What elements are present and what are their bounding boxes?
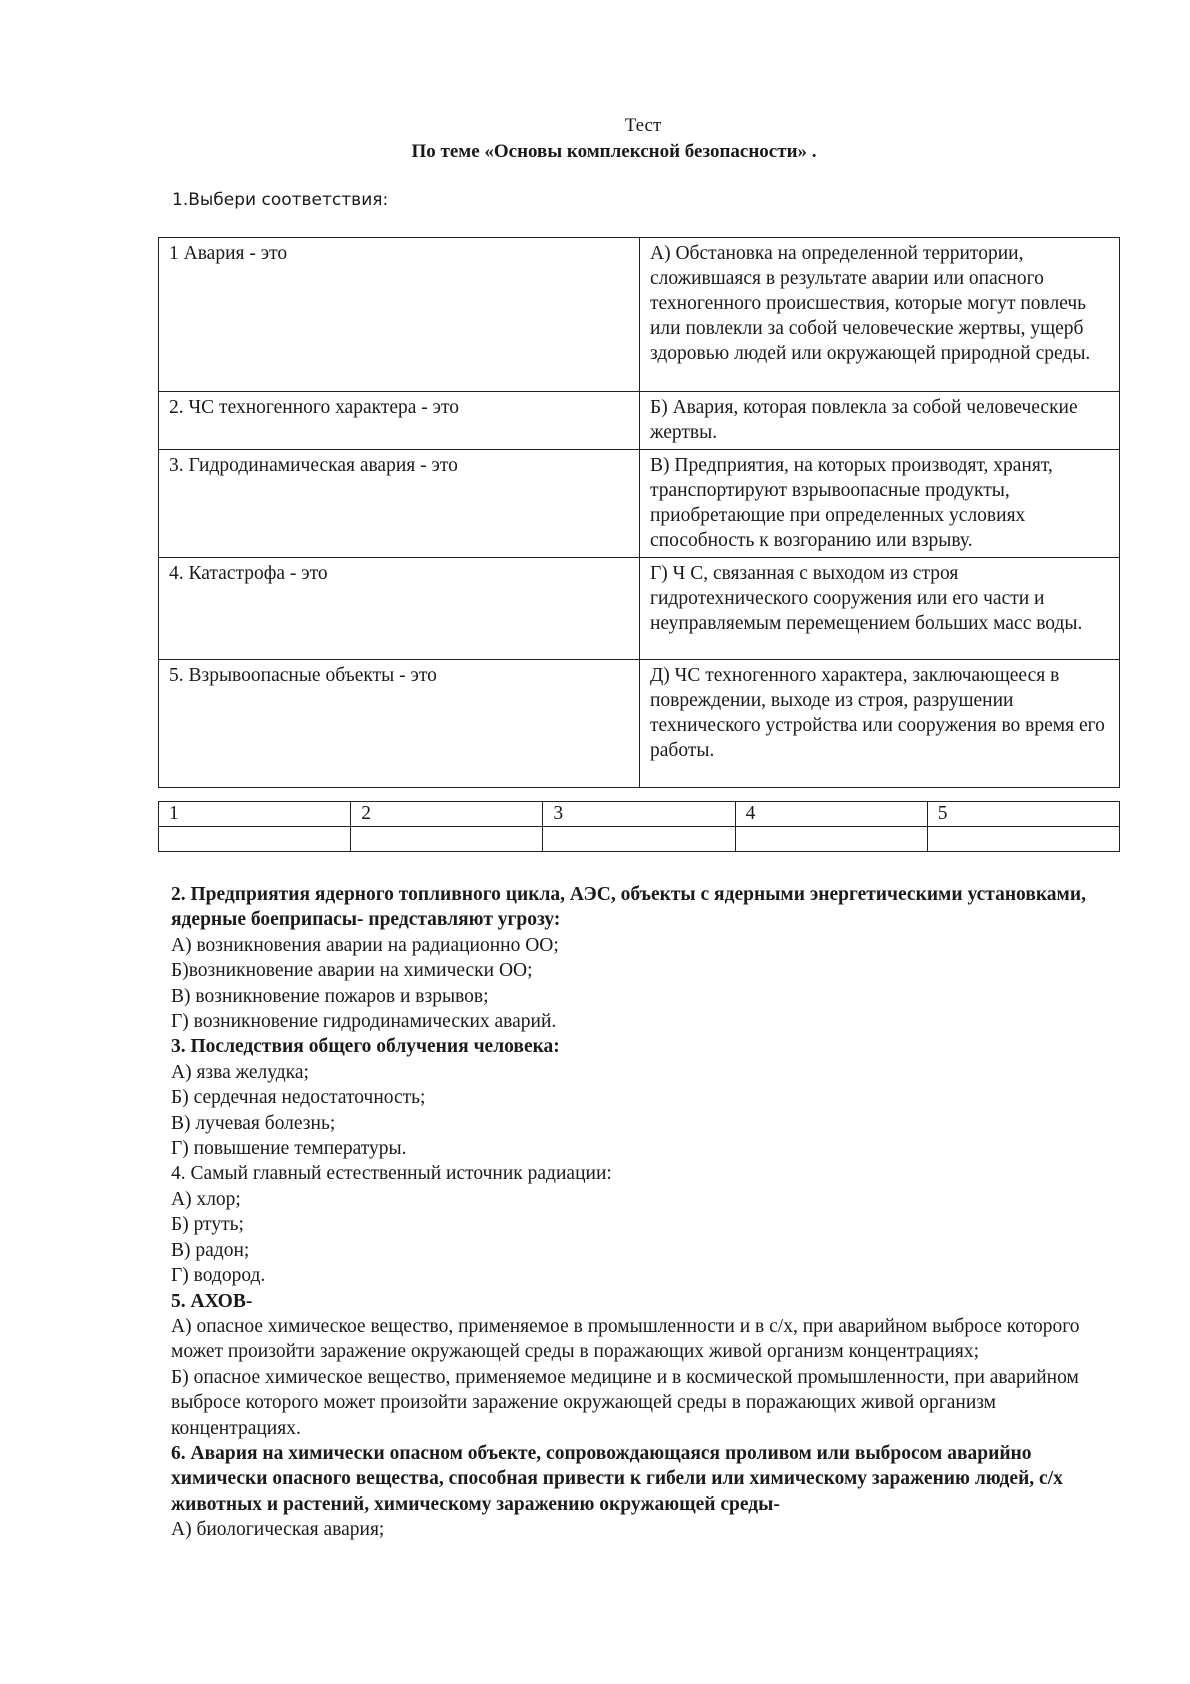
term-cell: 5. Взрывоопасные объекты - это bbox=[159, 660, 640, 788]
term-cell: 1 Авария - это bbox=[159, 238, 640, 392]
option: В) лучевая болезнь; bbox=[171, 1112, 336, 1134]
option: В) возникновение пожаров и взрывов; bbox=[171, 985, 489, 1007]
option: А) хлор; bbox=[171, 1188, 241, 1210]
question-5: 5. АХОВ- bbox=[171, 1290, 253, 1312]
table-row bbox=[159, 660, 1120, 788]
answer-cell-1[interactable] bbox=[159, 827, 351, 852]
answer-cell-5[interactable] bbox=[927, 827, 1119, 852]
question-4: 4. Самый главный естественный источник радиации: bbox=[171, 1163, 612, 1185]
option: Г) водород. bbox=[171, 1265, 266, 1287]
answer-input-row bbox=[159, 827, 1120, 852]
definition-cell: А) Обстановка на определенной территории, сложившаяся в результате аварии или опасного техногенного происшествия, которые могут повлечь или повлекли за собой человеческие жертвы, ущерб здоровью людей или окружающей природной среды. bbox=[640, 238, 1120, 392]
answer-header-2: 2 bbox=[351, 802, 543, 827]
table-row bbox=[159, 238, 1120, 392]
option: Б)возникновение аварии на химически ОО; bbox=[171, 960, 533, 982]
table-row bbox=[159, 392, 1120, 450]
task1-prompt: 1.Выбери соответствия: bbox=[172, 190, 389, 210]
term-cell: 2. ЧС техногенного характера - это bbox=[159, 392, 640, 450]
questions-section bbox=[171, 882, 1121, 1543]
doc-title: Тест bbox=[624, 115, 662, 136]
answer-header-5: 5 bbox=[927, 802, 1119, 827]
document-header bbox=[0, 113, 1190, 165]
option: Б) ртуть; bbox=[171, 1214, 244, 1236]
option: Г) возникновение гидродинамических аварий. bbox=[171, 1011, 557, 1033]
option: А) биологическая авария; bbox=[171, 1519, 385, 1541]
term-cell: 4. Катастрофа - это bbox=[159, 558, 640, 660]
option: Б) сердечная недостаточность; bbox=[171, 1087, 426, 1109]
answer-table bbox=[158, 801, 1120, 852]
option: Г) повышение температуры. bbox=[171, 1138, 407, 1160]
answer-header-3: 3 bbox=[543, 802, 735, 827]
answer-header-row bbox=[159, 802, 1120, 827]
answer-cell-4[interactable] bbox=[735, 827, 927, 852]
answer-header-4: 4 bbox=[735, 802, 927, 827]
definition-cell: Д) ЧС техногенного характера, заключающееся в повреждении, выходе из строя, разрушении технического устройства или сооружения во время его работы. bbox=[640, 660, 1120, 788]
matching-table bbox=[158, 237, 1120, 788]
answer-cell-2[interactable] bbox=[351, 827, 543, 852]
question-2: 2. Предприятия ядерного топливного цикла, АЭС, объекты с ядерными энергетическими установками, ядерные боеприпасы- представляют угрозу: bbox=[171, 884, 1086, 931]
option: В) радон; bbox=[171, 1239, 250, 1261]
question-6: 6. Авария на химически опасном объекте, сопровождающаяся проливом или выбросом аварийно химически опасного вещества, способная привести к гибели или химическому заражению людей, с/х животных и растений, химическому заражению окружающей среды- bbox=[171, 1442, 1063, 1515]
term-cell: 3. Гидродинамическая авария - это bbox=[159, 450, 640, 558]
definition-cell: В) Предприятия, на которых производят, хранят, транспортируют взрывоопасные продукты, приобретающие при определенных условиях способность к возгоранию или взрыву. bbox=[640, 450, 1120, 558]
option: А) возникновения аварии на радиационно ОО; bbox=[171, 934, 559, 956]
doc-subtitle: По теме «Основы комплексной безопасности» . bbox=[411, 141, 817, 162]
answer-header-1: 1 bbox=[159, 802, 351, 827]
definition-cell: Б) Авария, которая повлекла за собой человеческие жертвы. bbox=[640, 392, 1120, 450]
table-row bbox=[159, 558, 1120, 660]
option: Б) опасное химическое вещество, применяемое медицине и в космической промышленности, при аварийном выбросе которого может произойти заражение окружающей среды в поражающих живой организм концентрациях. bbox=[171, 1366, 1079, 1439]
table-row bbox=[159, 450, 1120, 558]
question-3: 3. Последствия общего облучения человека: bbox=[171, 1036, 560, 1058]
option: А) язва желудка; bbox=[171, 1061, 309, 1083]
definition-cell: Г) Ч С, связанная с выходом из строя гидротехнического сооружения или его части и неуправляемым перемещением больших масс воды. bbox=[640, 558, 1120, 660]
answer-cell-3[interactable] bbox=[543, 827, 735, 852]
option: А) опасное химическое вещество, применяемое в промышленности и в с/х, при аварийном выбросе которого может произойти заражение окружающей среды в поражающих живой организм концентрациях; bbox=[171, 1315, 1080, 1363]
